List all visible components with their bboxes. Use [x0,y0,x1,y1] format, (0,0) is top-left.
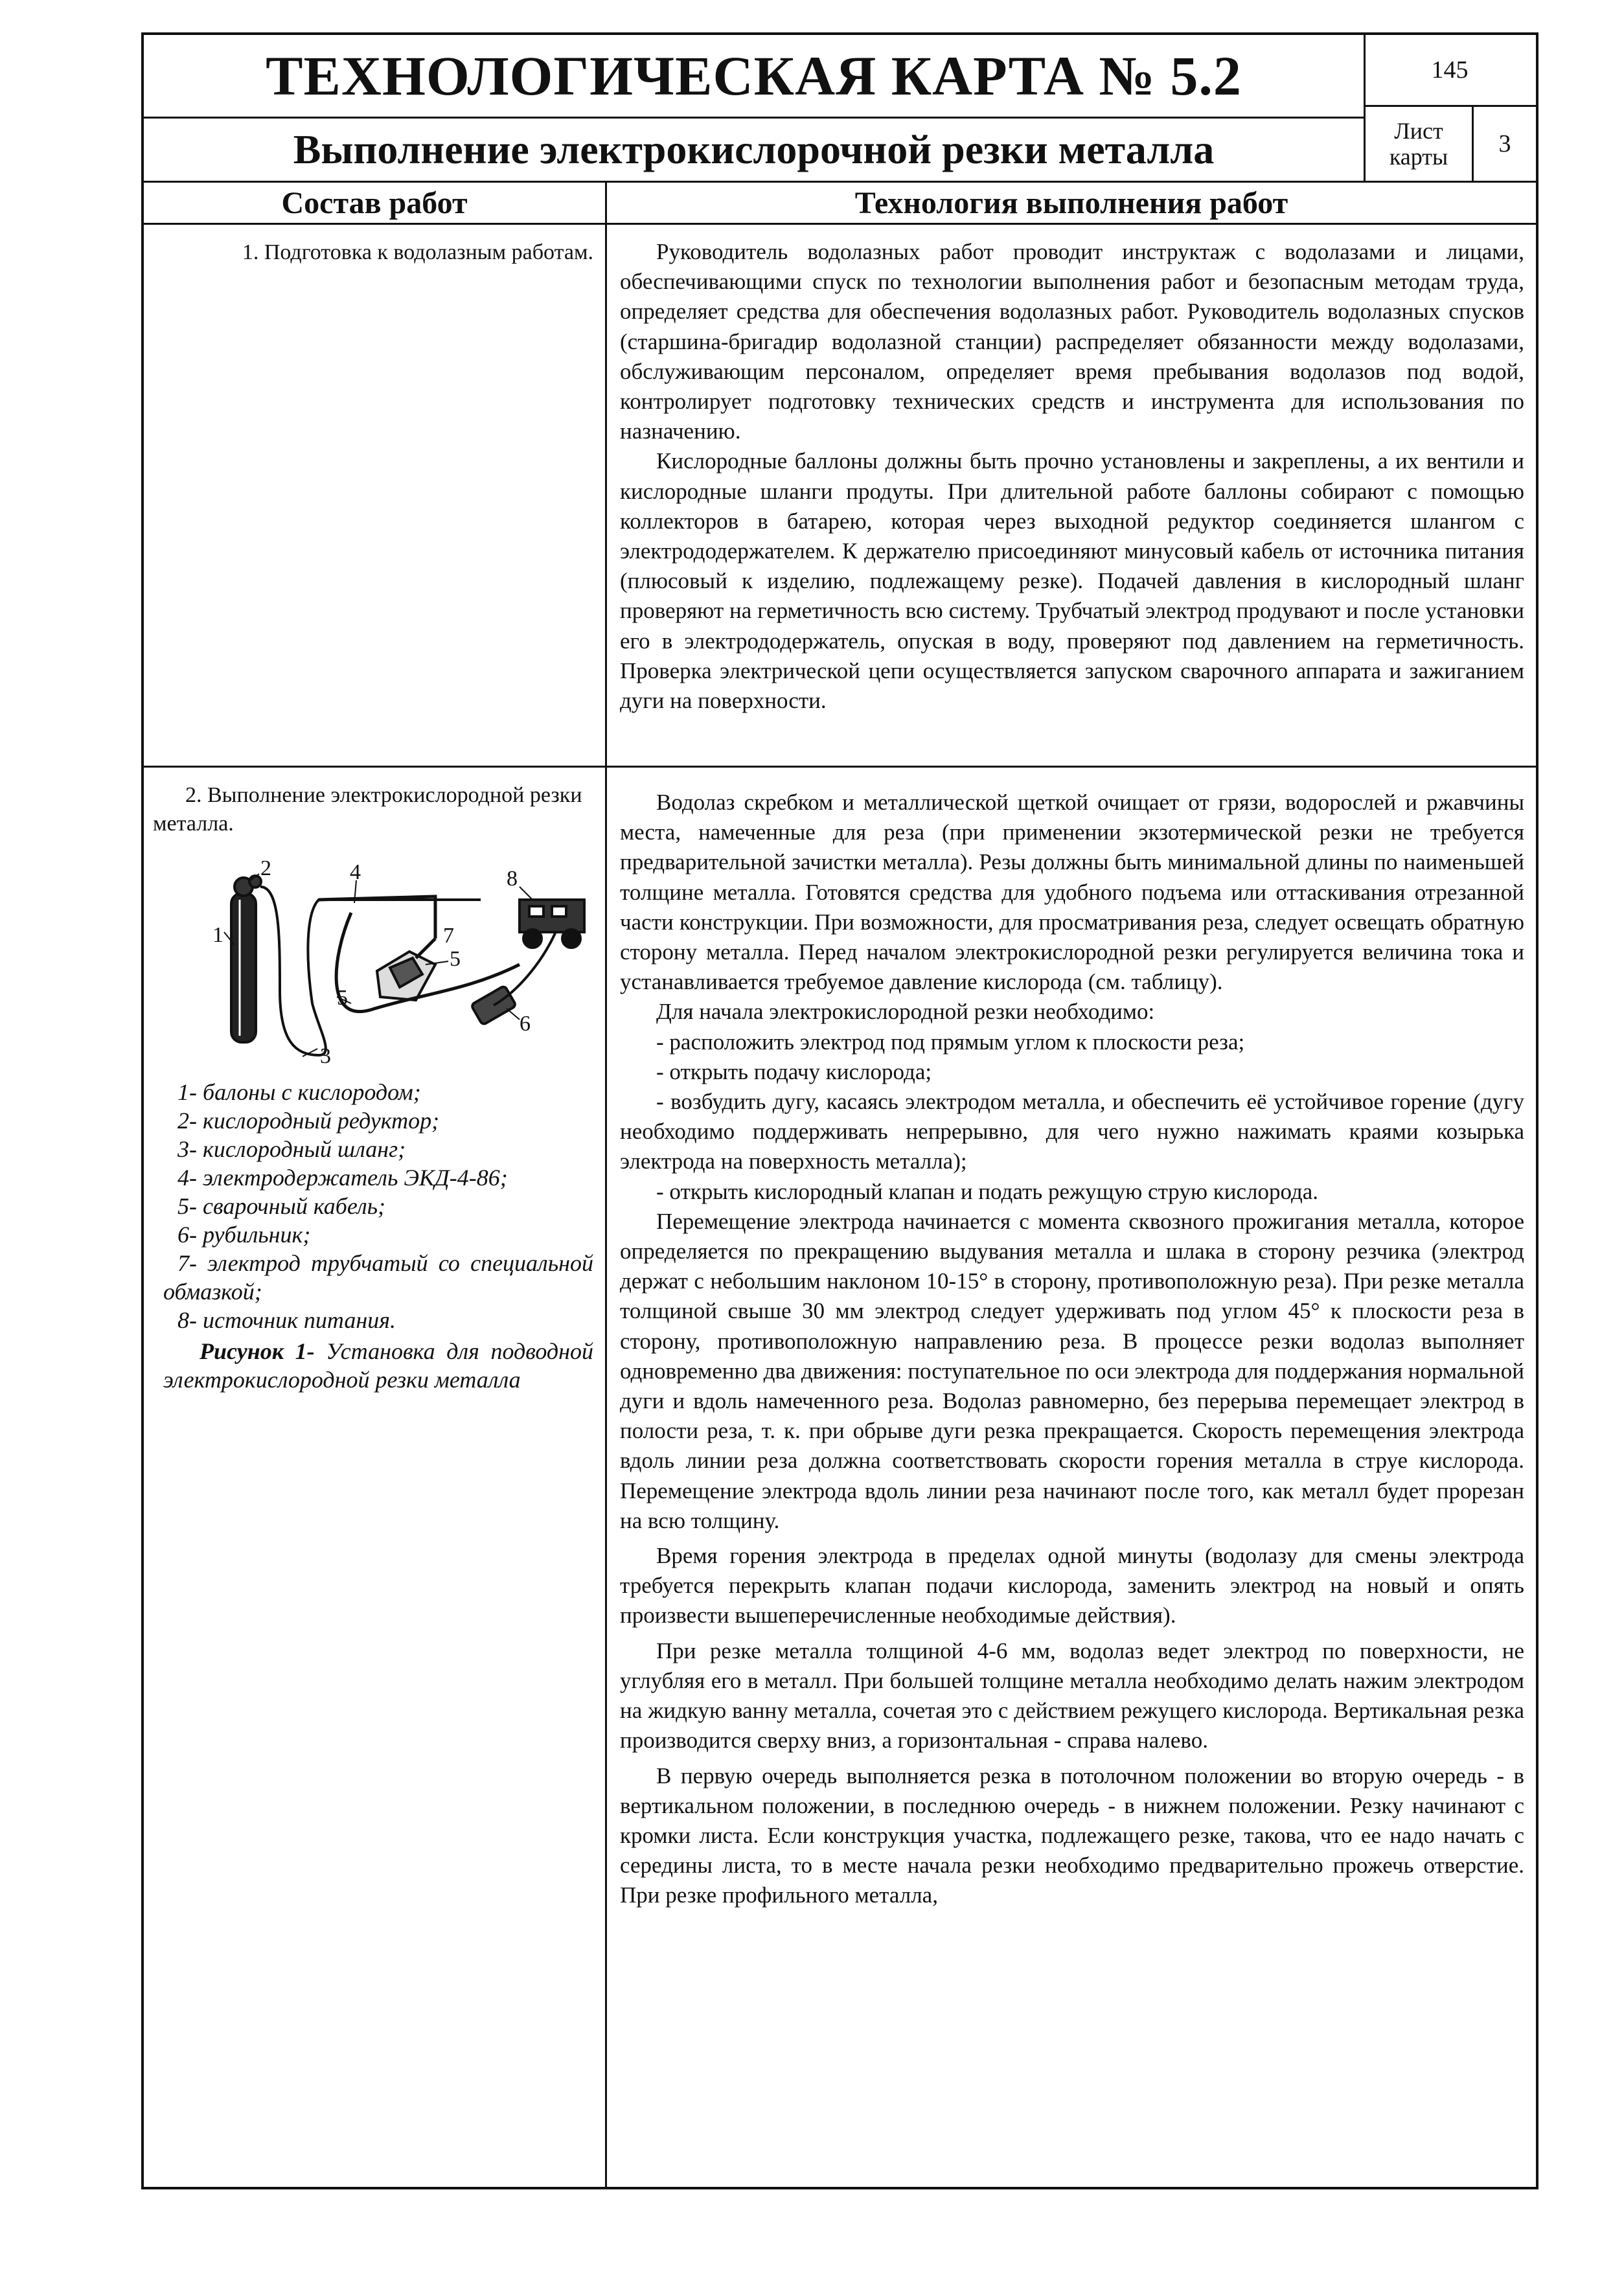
figure-label: 5 [450,947,461,971]
legend-item: 6- рубильник; [177,1222,311,1248]
row2-stage: 2. Выполнение электрокислородной резки металла. [153,783,582,836]
holder-line-shape [319,896,435,939]
figure-caption [163,1337,593,1394]
figure-label: 6 [520,1012,531,1036]
oxygen-hose-shape [260,887,481,1055]
row2-technology [620,788,1524,1911]
legend-item: 8- источник питания. [177,1307,396,1333]
figure-label: 5 [337,986,348,1010]
figure-label: 3 [320,1044,331,1068]
figure-caption-label: Рисунок 1- [200,1338,315,1364]
row2-paragraph: Перемещение электрода начинается с момента сквозного прожигания металла, которое определяется по прекращению выдувания металла и шлака в сторону резчика (электрод держат с небольшим наклоном 10-15° в сторону, противоположную реза). При резке металла толщиной свыше 30 мм электрод следует удерживать под углом 45° к плоскости реза в сторону, противоположную направлению реза. В процессе резки водолаз выполняет одновременно два движения: поступательное по оси электрода для поддержания нормальной дуги и вдоль намеченного реза. Водолаз равномерно, без перерыва перемещает электрод в полости реза, т. к. при обрыве дуги резка прекращается. Скорость перемещения электрода вдоль линии реза должна соответствовать скорости горения металла в струе кислорода. Перемещение электрода вдоль линии реза начинают после того, как металл будет прорезан на всю толщину. [620,1208,1524,1533]
row1-technology [620,237,1524,716]
row1-paragraph: Кислородные баллоны должны быть прочно установлены и закреплены, а их вентили и кислородные шланги продуты. При длительной работе баллоны собирают с помощью коллекторов в батарею, которая через выходной редуктор соединяется шлангом с электрододержателем. К держателю присоединяют минусовый кабель от источника питания (плюсовый к изделию, подлежащему резке). Подачей давления в кислородный шланг проверяют на герметичность всю систему. Трубчатый электрод продувают и после установки его в электрододержатель, опуская в воду, проверяют под давлением на герметичность. Проверка электрической цепи осуществляется запуском сварочного аппарата и зажиганием дуги на поверхности. [620,448,1524,714]
legend-item: 2- кислородный редуктор; [177,1108,440,1134]
tech-card-sheet [141,32,1538,2189]
legend-item: 3- кислородный шланг; [177,1136,406,1162]
sheet-label: Лист карты [1389,118,1448,170]
row2-paragraph: Время горения электрода в пределах одной минуты (водолазу для смены электрода требуется перекрыть клапан подачи кислорода, заменить электрод на новый и опять произвести вышеперечисленные необходимые действия). [620,1543,1524,1628]
row2-step: - открыть кислородный клапан и подать режущую струю кислорода. [656,1178,1319,1204]
figure-label: 8 [507,867,518,891]
row2-paragraph: При резке металла толщиной 4-6 мм, водолаз ведет электрод по поверхности, не углубляя его в металл. При большей толщине металла необходимо делать нажим электродом на жидкую ванну металла, сочетая это с действием режущего кислорода. Вертикальная резка производится сверху вниз, а горизонтальная - справа налево. [620,1638,1524,1753]
legend-item: 4- электродержатель ЭКД-4-86; [177,1165,508,1191]
column-head-technology: Технология выполнения работ [854,185,1288,220]
figure-label: 7 [443,924,454,948]
divider-row1 [144,766,1536,768]
figure-label: 4 [350,861,361,884]
legend-item: 7- электрод трубчатый со специальной обмазкой; [163,1250,593,1305]
divider-columns [605,183,607,2189]
row2-step: - открыть подачу кислорода; [656,1058,932,1084]
sheet-number: 3 [1498,130,1511,157]
row2-paragraph: Водолаз скребком и металлической щеткой очищает от грязи, водорослей и ржавчины места, намеченные для реза (при применении экзотермической резки не требуется предварительной зачистки металла). Резы должны быть минимальной длины по наименьшей толщине металла. Готовятся средства для удобного подъема или оттаскивания отрезанной части конструкции. При возможности, для просматривания реза, следует освещать обратную сторону металла. Перед началом электрокислородной резки регулируется величина тока и устанавливается требуемое давление кислорода (см. таблицу). [620,790,1524,995]
row1-stage: 1. Подготовка к водолазным работам. [242,240,593,264]
row2-paragraph: Для начала электрокислородной резки необходимо: [656,999,1155,1025]
legend-item: 5- сварочный кабель; [177,1193,386,1219]
card-title: ТЕХНОЛОГИЧЕСКАЯ КАРТА № 5.2 [266,45,1242,107]
row2-step: - возбудить дугу, касаясь электродом металла, и обеспечить её устойчивое горение (дугу необходимо поддерживать непрерывно, для чего нужно нажимать краями козырька электрода на поверхность металла); [620,1089,1524,1174]
oxygen-cylinder-shape [231,893,256,1042]
page-number: 145 [1431,56,1469,84]
card-subtitle: Выполнение электрокислорочной резки металла [293,126,1215,172]
figure-label: 1 [212,923,223,947]
figure-legend [163,1078,593,1394]
figure-caption-text: Установка для подводной электрокислородной резки металла [163,1338,593,1393]
divider-column-heads [144,223,1536,225]
row2-paragraph: В первую очередь выполняется резка в потолочном положении во вторую очередь - в вертикальном положении, в последнюю очередь - в нижнем положении. Резку начинают с кромки листа. Если конструкция участка, подлежащего резке, такова, что ее надо начать с середины листа, то в месте начала резки необходимо предварительно прожечь отверстие. При резке профильного металла, [620,1763,1524,1908]
figure-label: 2 [260,861,271,880]
legend-item: 1- балоны с кислородом; [177,1079,421,1105]
electrode-holder-shape [377,939,435,1000]
row1-paragraph: Руководитель водолазных работ проводит инструктаж с водолазами и лицами, обеспечивающими спуск по технологии выполнения работ и безопасным методам труда, определяет средства для обеспечения водолазных работ. Руководитель водолазных спусков (старшина-бригадир водолазной станции) распределяет обязанности между водолазами, обслуживающим персоналом, определяет время пребывания водолазов под водой, контролирует подготовку технических средств и инструмента для использования по назначению. [620,239,1524,444]
cutting-setup-figure [157,861,597,1075]
column-head-composition: Состав работ [281,185,468,220]
row2-step: - расположить электрод под прямым углом к плоскости реза; [656,1029,1245,1055]
